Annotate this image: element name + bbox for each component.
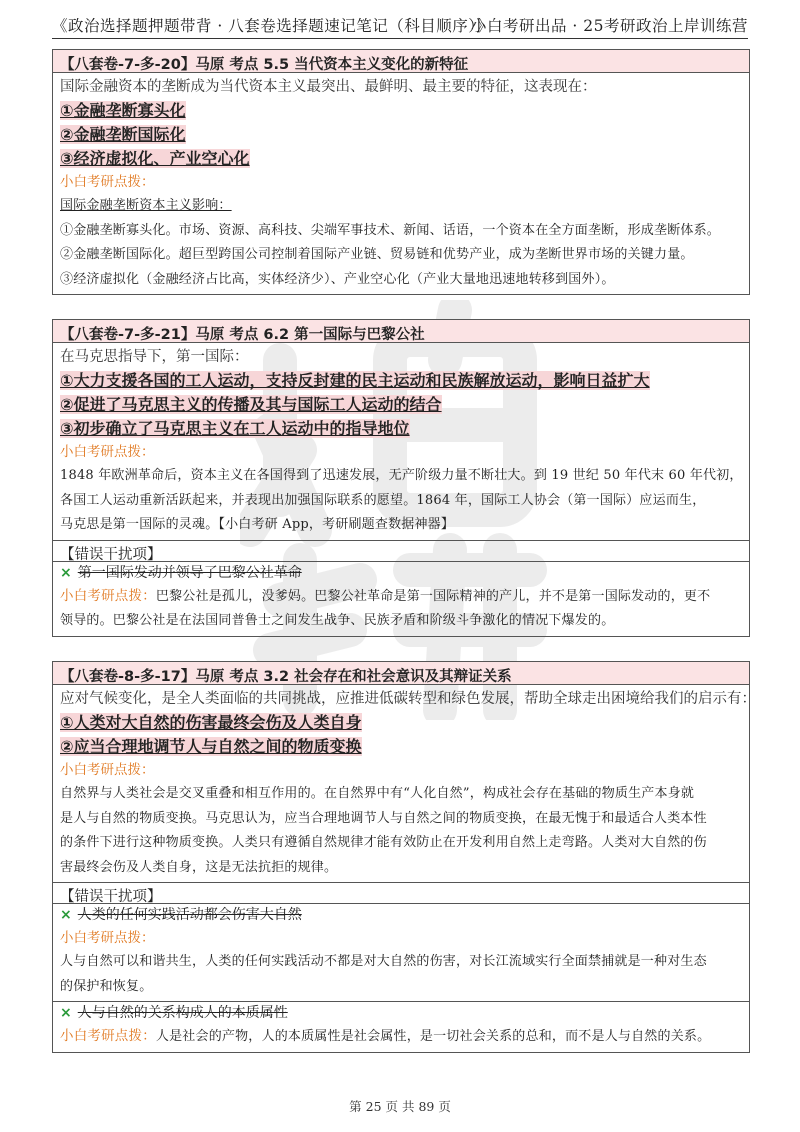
correct-option: ③初步确立了马克思主义在工人运动中的指导地位 — [60, 419, 410, 438]
question-card — [52, 661, 756, 1053]
correct-option: ①金融垄断寡头化 — [60, 101, 186, 120]
note-line: ②金融垄断国际化。超巨型跨国公司控制着国际产业链、贸易链和优势产业，成为垄断世界市场的关键力量。 — [60, 247, 694, 262]
note-line: ③经济虚拟化（金融经济占比高，实体经济少）、产业空心化（产业大量地迅速地转移到国外）。 — [60, 271, 615, 287]
wrong-option-text: 人类的任何实践活动都会伤害大自然 — [77, 907, 302, 923]
tip-label: 小白考研点拨： — [60, 444, 155, 460]
note-line: 各国工人运动重新活跃起来，并表现出加强国际联系的愿望。1864 年，国际工人协会（第一国际）应运而生， — [60, 492, 706, 508]
cross-icon: × — [60, 907, 72, 923]
note-line: ①金融垄断寡头化。市场、资源、高科技、尖端军事技术、新闻、话语，一个资本在全方面垄断，形成垄断体系。 — [60, 222, 721, 238]
correct-option: ②促进了马克思主义的传播及其与国际工人运动的结合 — [60, 395, 442, 414]
card-title: 【八套卷-8-多-17】马原 考点 3.2 社会存在和社会意识及其辩证关系 — [53, 662, 749, 685]
correct-option: ②应当合理地调节人与自然之间的物质变换 — [60, 737, 362, 756]
header-document-title: 《政治选择题押题带背 · 八套卷选择题速记笔记（科目顺序）》 — [52, 17, 493, 35]
question-stem: 应对气候变化，是全人类面临的共同挑战，应推进低碳转型和绿色发展，帮助全球走出困境给我们的启示有： — [60, 691, 756, 707]
note-line: 的条件下进行这种物质变换。人类只有遵循自然规律才能有效防止在开发利用自然上走弯路。人类对大自然的伤 — [60, 835, 707, 850]
tip-label: 小白考研点拨： — [60, 174, 155, 190]
correct-option: ①人类对大自然的伤害最终会伤及人类自身 — [60, 713, 362, 732]
tip-label: 小白考研点拨： — [60, 930, 155, 946]
note-line: 自然界与人类社会是交叉重叠和相互作用的。在自然界中有“人化自然”，构成社会存在基础的物质生产本身就 — [60, 786, 695, 801]
wrong-option — [53, 1002, 749, 1025]
tip-label: 小白考研点拨： — [60, 762, 155, 778]
wrong-option-tip: 小白考研点拨：人是社会的产物，人的本质属性是社会属性，是一切社会关系的总和，而不是人与自然的关系。 — [60, 1028, 711, 1044]
correct-option: ③经济虚拟化、产业空心化 — [60, 149, 250, 168]
question-card — [52, 319, 750, 637]
note-line: 1848 年欧洲革命后，资本主义在各国得到了迅速发展，无产阶级力量不断壮大。到 19 世纪 50 年代末 60 年代初， — [60, 468, 743, 483]
correct-option: ②金融垄断国际化 — [60, 125, 186, 144]
header-publisher: 小白考研出品 · 25考研政治上岸训练营 — [470, 17, 748, 35]
page-number: 第 25 页 共 89 页 — [349, 1099, 451, 1114]
note-line: 马克思是第一国际的灵魂。【小白考研 App，考研刷题查数据神器】 — [60, 517, 455, 532]
wrong-option — [53, 562, 749, 585]
wrong-option-text: 人与自然的关系构成人的本质属性 — [77, 1005, 288, 1021]
cross-icon: × — [60, 1005, 72, 1021]
card-title: 【八套卷-7-多-21】马原 考点 6.2 第一国际与巴黎公社 — [53, 320, 749, 343]
question-stem: 国际金融资本的垄断成为当代资本主义最突出、最鲜明、最主要的特征，这表现在： — [60, 79, 597, 95]
question-card — [52, 49, 750, 295]
page-header — [52, 8, 748, 39]
question-stem: 在马克思指导下，第一国际： — [60, 349, 249, 365]
note-line: 是人与自然的物质变换。马克思认为，应当合理地调节人与自然之间的物质变换，在最无愧于和最适合人类本性 — [60, 810, 707, 826]
wrong-options-heading: 【错误干扰项】 — [53, 882, 749, 904]
cross-icon: × — [60, 564, 72, 581]
card-title: 【八套卷-7-多-20】马原 考点 5.5 当代资本主义变化的新特征 — [53, 50, 749, 73]
wrong-option-tip: 小白考研点拨：巴黎公社是孤儿，没爹妈。巴黎公社革命是第一国际精神的产儿，并不是第一国际发动的，更不 — [60, 587, 711, 604]
wrong-option-tip: 领导的。巴黎公社是在法国同普鲁士之间发生战争、民族矛盾和阶级斗争激化的情况下爆发的。 — [60, 613, 615, 628]
wrong-option-tip: 人与自然可以和谐共生，人类的任何实践活动不都是对大自然的伤害，对长江流域实行全面禁捕就是一种对生态 — [60, 954, 707, 969]
wrong-option-text: 第一国际发动并领导了巴黎公社革命 — [77, 564, 302, 581]
wrong-option — [53, 904, 749, 927]
note-line: 害最终会伤及人类自身，这是无法抗拒的规律。 — [60, 859, 338, 875]
wrong-options-heading: 【错误干扰项】 — [53, 540, 749, 562]
correct-option: ①大力支援各国的工人运动，支持反封建的民主运动和民族解放运动，影响日益扩大 — [60, 371, 650, 390]
note-line: 国际金融垄断资本主义影响： — [60, 198, 232, 213]
wrong-option-tip: 的保护和恢复。 — [60, 978, 153, 994]
